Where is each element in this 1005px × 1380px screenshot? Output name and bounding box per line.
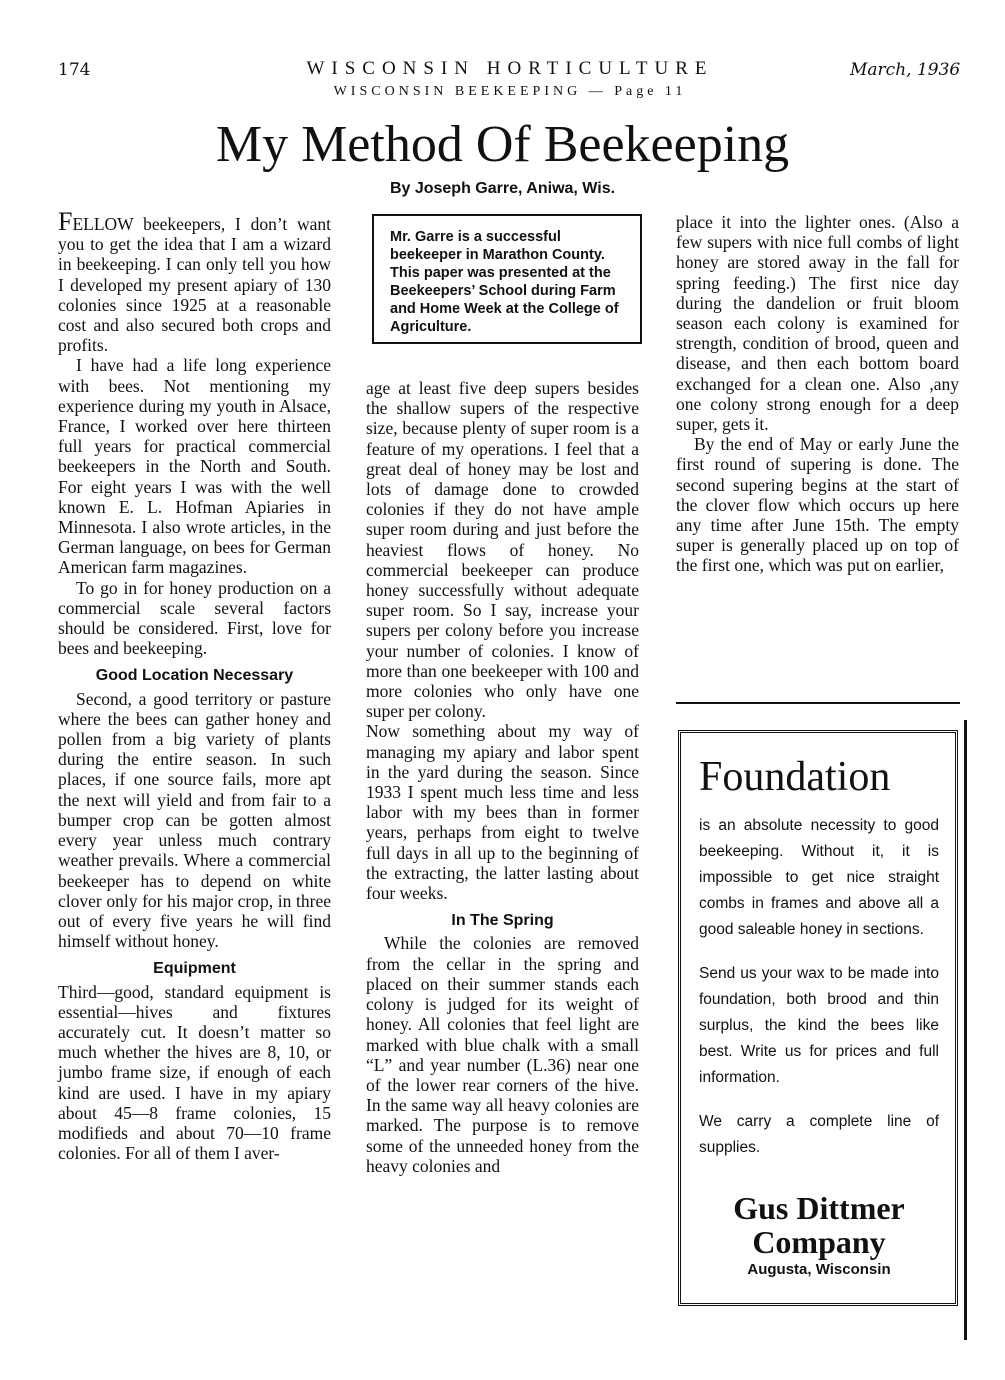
magazine-title: WISCONSIN HORTICULTURE	[306, 58, 714, 79]
paragraph: To go in for honey production on a commercial scale several factors should be considered. First, love for bees and beekeeping.	[58, 577, 331, 659]
page-edge-rule	[964, 720, 967, 1340]
section-title: WISCONSIN BEEKEEPING — Page 11	[333, 84, 687, 99]
paragraph: Second, a good territory or pasture where the bees can gather honey and pollen from a big variety of plants during the entire season. In such places, if one source fails, more apt the next will yield and from fair to a bumper crop can be gotten almost every year unless much contrary weather prevails. Where a commercial beekeeper has to depend on white clover only for his major crop, in three out of every five years he will find himself without honey.	[58, 688, 331, 952]
ad-heading: Foundation	[699, 754, 891, 800]
ad-paragraph: is an absolute necessity to good beekeeping. Without it, it is impossible to get nice straight combs in frames and above all a good saleable honey in sections.	[699, 817, 939, 938]
paragraph: I have had a life long experience with bees. Not mentioning my experience during my youth in Alsace, France, I worked over here thirteen full years for practical commercial beekeepers in the North and South. For eight years I was with the well known E. L. Hofman Apiaries in Minnesota. I also wrote articles, in the German language, on bees for German American farm magazines.	[58, 355, 331, 578]
subheading: Equipment	[153, 960, 236, 978]
article-column-3	[676, 212, 959, 576]
paragraph-text: ELLOW beekeepers, I don’t want you to get the idea that I am a wizard in beekeeping. I can only tell you how I developed my present apiary of 130 colonies since 1925 at a reasonable cost and also secured both crops and profits.	[58, 214, 331, 356]
paragraph: By the end of May or early June the first round of supering is done. The second supering begins at the start of the clover flow which occurs up here any time after June 15th. The empty super is generally placed up on top of the first one, which was put on earlier,	[676, 434, 959, 576]
article-title: My Method Of Beekeeping	[215, 116, 790, 173]
paragraph: While the colonies are removed from the cellar in the spring and placed on their summer stands each colony is judged for its weight of honey. All colonies that feel light are marked with blue chalk with a small “L” and year number (L.36) near one of the lower rear corners of the hive. In the same way all heavy colonies are marked. The purpose is to remove some of the unneeded honey from the heavy colonies and	[366, 933, 639, 1176]
subheading: In The Spring	[451, 912, 554, 930]
ad-company-name	[699, 1191, 939, 1259]
paragraph: Now something about my way of managing my apiary and labor spent in the yard during the season. Since 1933 I spent much less time and less labor with my bees than in former years, perhaps from eight to twelve full days in all up to the beginning of the extracting, the latter lasting about four weeks.	[366, 721, 639, 904]
page-number: 174	[58, 60, 91, 80]
paragraph	[58, 207, 331, 356]
ad-paragraph: We carry a complete line of supplies.	[699, 1113, 939, 1156]
company-line: Gus Dittmer	[733, 1190, 905, 1226]
ad-location: Augusta, Wisconsin	[747, 1261, 891, 1278]
advertisement	[678, 730, 958, 1306]
byline: By Joseph Garre, Aniwa, Wis.	[389, 180, 616, 197]
paragraph: age at least five deep supers besides the shallow supers of the respective size, because plenty of super room is a feature of my operations. I feel that a great deal of honey may be lost and lots of damage done to crowded colonies if they do not have ample super room during and just before the heaviest flows of honey. No commercial beekeeper can produce honey successfully without adequate super room. So I say, increase your supers per colony before you increase your number of colonies. I know of more than one beekeeper with 100 and more colonies who only have one super per colony.	[366, 378, 639, 722]
editor-note-box: Mr. Garre is a successful beekeeper in Marathon County. This paper was presented at the Beekeepers’ School during Farm and Home Week at the College of Agriculture.	[372, 214, 642, 344]
article-column-2	[366, 378, 639, 1176]
drop-cap: F	[58, 207, 73, 236]
issue-date: March, 1936	[850, 60, 961, 80]
subheading: Good Location Necessary	[95, 667, 294, 685]
article-column-1	[58, 207, 331, 1164]
ad-paragraph: Send us your wax to be made into foundation, both brood and thin surplus, the kind the bees like best. Write us for prices and full information.	[699, 965, 939, 1086]
paragraph: Third—good, standard equipment is essential—hives and fixtures accurately cut. It doesn’t matter so much whether the hives are 8, 10, or jumbo frame size, if enough of each kind are used. I have in my apiary about 45—8 frame colonies, 15 modifieds and about 70—10 frame colonies. For all of them I aver-	[58, 981, 331, 1164]
divider	[676, 702, 960, 704]
company-line: Company	[752, 1224, 886, 1260]
paragraph: place it into the lighter ones. (Also a few supers with nice full combs of light honey are stored away in the fall for spring feeding.) The first nice day during the dandelion or fruit bloom season each colony is examined for strength, condition of brood, queen and disease, and then each bottom board exchanged for a clean one. Also ,any one colony strong enough for a deep super, gets it.	[676, 212, 959, 435]
